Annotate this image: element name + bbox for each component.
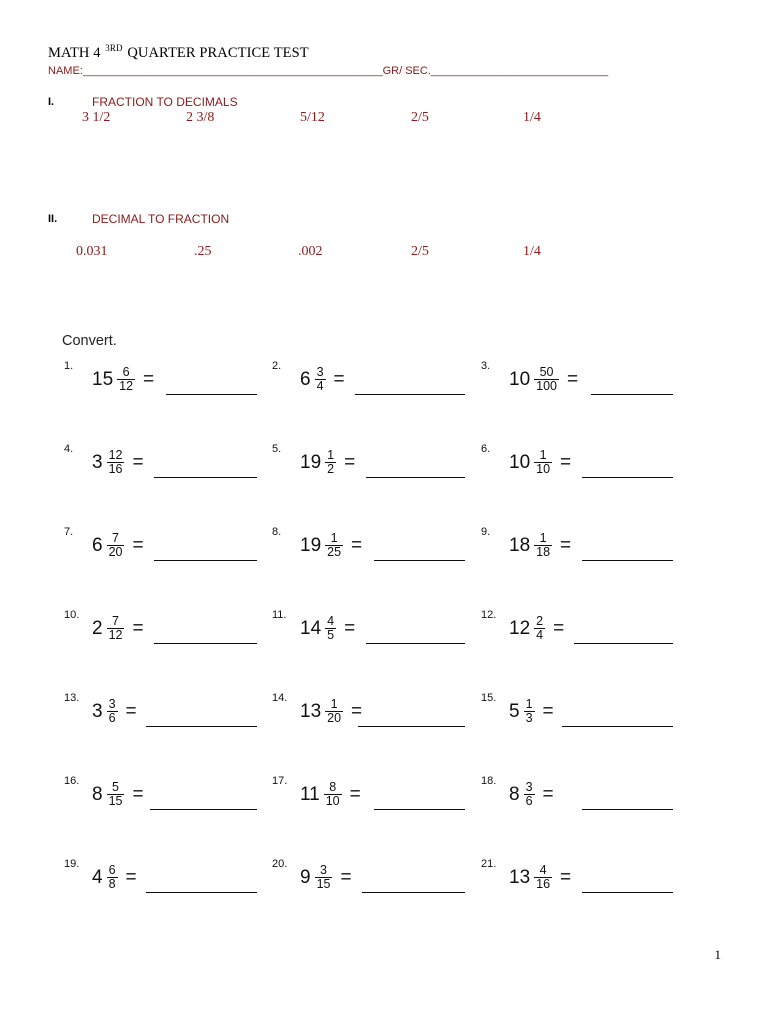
denominator: 15 [316,877,331,891]
mixed-number [300,781,361,808]
problem-number: 11. [272,609,287,621]
mixed-number [509,615,564,642]
answer-blank[interactable] [154,477,257,478]
problem-number: 10. [64,609,80,621]
convert-problem [481,692,696,742]
numerator: 3 [316,365,324,379]
title-rest: QUARTER PRACTICE TEST [127,45,309,61]
equals-sign: = [125,700,137,722]
convert-problem [64,775,279,825]
fraction [107,781,125,808]
fraction [534,366,559,393]
convert-problem [272,858,487,908]
problem-number: 4. [64,443,74,455]
title-subject: MATH 4 [48,45,101,61]
denominator: 20 [108,545,123,559]
answer-blank[interactable] [582,892,673,893]
whole-number: 10 [509,451,531,473]
whole-number: 8 [509,783,520,805]
answer-blank[interactable] [374,809,465,810]
mixed-number [509,366,578,393]
mixed-number [92,781,144,808]
convert-problem [272,692,487,742]
problem-number: 9. [481,526,491,538]
name-grade-section-line: NAME:_________________________________________________GR/ SEC._____________________________ [48,65,609,77]
answer-blank[interactable] [358,726,465,727]
mixed-number [92,864,137,891]
whole-number: 10 [509,368,531,390]
equals-sign: = [344,617,356,639]
numerator: 2 [536,614,544,628]
equals-sign: = [542,700,554,722]
convert-problem [481,526,696,576]
answer-blank[interactable] [582,809,673,810]
convert-problem [481,443,696,493]
fraction [107,698,118,725]
answer-blank[interactable] [574,643,673,644]
fraction [534,532,552,559]
whole-number: 9 [300,866,311,888]
mixed-number [509,864,571,891]
problem-number: 6. [481,443,491,455]
mixed-number [92,532,144,559]
numerator: 4 [539,863,547,877]
problem-number: 5. [272,443,282,455]
numerator: 7 [112,531,119,545]
equals-sign: = [132,783,144,805]
fraction [324,781,342,808]
denominator: 6 [108,711,116,725]
fraction [325,532,343,559]
equals-sign: = [553,617,565,639]
convert-problem [272,775,487,825]
denominator: 4 [316,379,324,393]
mixed-number [300,449,355,476]
mixed-number [300,698,362,725]
mixed-number [300,615,355,642]
answer-blank[interactable] [562,726,673,727]
answer-blank[interactable] [366,477,465,478]
section-2-item: 1/4 [523,244,541,259]
section-1-number: I. [48,96,55,108]
denominator: 10 [536,462,551,476]
equals-sign: = [349,783,361,805]
problem-number: 1. [64,360,74,372]
page-title [48,43,309,62]
section-1-item: 5/12 [300,110,325,125]
equals-sign: = [351,534,363,556]
denominator: 12 [119,379,134,393]
problem-number: 15. [481,692,497,704]
whole-number: 8 [92,783,103,805]
equals-sign: = [351,700,363,722]
convert-problem [64,443,282,493]
denominator: 2 [327,462,335,476]
problem-number: 13. [64,692,80,704]
numerator: 8 [329,780,337,794]
mixed-number [92,366,154,393]
convert-problem [481,775,696,825]
fraction [107,615,125,642]
answer-blank[interactable] [146,726,257,727]
equals-sign: = [125,866,137,888]
title-superscript: 3RD [105,43,123,53]
convert-problem [481,858,696,908]
convert-problem [272,443,487,493]
answer-blank[interactable] [582,477,673,478]
numerator: 6 [108,863,116,877]
answer-blank[interactable] [166,394,257,395]
convert-problem [272,360,487,410]
problem-number: 18. [481,775,497,787]
fraction [315,366,326,393]
answer-blank[interactable] [150,809,257,810]
denominator: 10 [325,794,340,808]
whole-number: 6 [300,368,311,390]
mixed-number [509,532,571,559]
problem-number: 17. [272,775,288,787]
whole-number: 3 [92,451,103,473]
whole-number: 14 [300,617,322,639]
numerator: 3 [320,863,327,877]
equals-sign: = [132,617,144,639]
problem-number: 19. [64,858,80,870]
problem-number: 16. [64,775,80,787]
equals-sign: = [560,451,572,473]
denominator: 15 [108,794,123,808]
denominator: 5 [327,628,335,642]
answer-blank[interactable] [374,560,465,561]
denominator: 3 [525,711,533,725]
convert-problem [481,609,696,659]
numerator: 4 [327,614,335,628]
equals-sign: = [132,451,144,473]
problem-number: 21. [481,858,497,870]
mixed-number [92,698,137,725]
denominator: 4 [536,628,544,642]
answer-blank[interactable] [146,892,257,893]
equals-sign: = [344,451,356,473]
fraction [315,864,333,891]
problem-number: 8. [272,526,282,538]
whole-number: 4 [92,866,103,888]
fraction [107,864,118,891]
equals-sign: = [560,534,572,556]
answer-blank[interactable] [362,892,465,893]
whole-number: 6 [92,534,103,556]
numerator: 7 [112,614,119,628]
numerator: 12 [108,448,123,462]
mixed-number [509,698,554,725]
denominator: 12 [108,628,123,642]
numerator: 1 [330,531,338,545]
whole-number: 2 [92,617,103,639]
denominator: 16 [536,877,551,891]
section-2-number: II. [48,213,58,225]
numerator: 1 [330,697,338,711]
equals-sign: = [143,368,155,390]
problem-number: 12. [481,609,497,621]
fraction [107,449,125,476]
mixed-number [300,864,352,891]
convert-problem [272,609,487,659]
section-2-item: .002 [298,244,323,259]
numerator: 3 [108,697,116,711]
whole-number: 13 [509,866,531,888]
numerator: 3 [525,780,533,794]
whole-number: 19 [300,534,322,556]
mixed-number [92,449,144,476]
whole-number: 13 [300,700,322,722]
numerator: 1 [539,448,547,462]
section-1-item: 2/5 [411,110,429,125]
problem-number: 14. [272,692,288,704]
answer-blank[interactable] [591,394,673,395]
whole-number: 18 [509,534,531,556]
section-1-item: 2 3/8 [186,110,215,125]
section-1-item: 3 1/2 [82,110,111,125]
section-2-item: .25 [194,244,212,259]
equals-sign: = [340,866,352,888]
convert-heading: Convert. [62,333,117,349]
numerator: 5 [112,780,119,794]
whole-number: 12 [509,617,531,639]
denominator: 6 [525,794,533,808]
convert-problem [481,360,696,410]
whole-number: 15 [92,368,114,390]
mixed-number [509,449,571,476]
numerator: 1 [327,448,335,462]
equals-sign: = [567,368,579,390]
section-2-item: 2/5 [411,244,429,259]
fraction [524,698,535,725]
convert-problem [64,858,279,908]
fraction [325,698,343,725]
answer-blank[interactable] [154,643,257,644]
fraction [117,366,135,393]
equals-sign: = [132,534,144,556]
convert-problem [272,526,487,576]
page-number: 1 [714,947,721,962]
denominator: 18 [536,545,551,559]
mixed-number [509,781,554,808]
equals-sign: = [542,783,554,805]
denominator: 20 [327,711,342,725]
section-2-item: 0.031 [76,244,108,259]
mixed-number [300,366,345,393]
equals-sign: = [333,368,345,390]
answer-blank[interactable] [154,560,257,561]
numerator: 1 [539,531,547,545]
answer-blank[interactable] [582,560,673,561]
section-2-heading: DECIMAL TO FRACTION [92,212,230,226]
denominator: 25 [327,545,342,559]
fraction [524,781,535,808]
fraction [534,864,552,891]
fraction [325,615,336,642]
whole-number: 5 [509,700,520,722]
fraction [534,449,552,476]
mixed-number [92,615,144,642]
denominator: 100 [536,379,557,393]
problem-number: 3. [481,360,491,372]
whole-number: 3 [92,700,103,722]
problem-number: 2. [272,360,282,372]
equals-sign: = [560,866,572,888]
section-1-heading: FRACTION TO DECIMALS [92,95,238,109]
problem-number: 7. [64,526,74,538]
numerator: 1 [525,697,533,711]
section-1-item: 1/4 [523,110,541,125]
problem-number: 20. [272,858,288,870]
mixed-number [300,532,362,559]
whole-number: 11 [300,783,320,805]
numerator: 6 [122,365,130,379]
fraction [325,449,336,476]
denominator: 16 [108,462,123,476]
fraction [534,615,545,642]
answer-blank[interactable] [355,394,465,395]
answer-blank[interactable] [366,643,465,644]
convert-problem [64,692,279,742]
convert-problem [64,526,282,576]
convert-problem [64,360,282,410]
convert-problem [64,609,279,659]
whole-number: 19 [300,451,322,473]
numerator: 50 [539,365,554,379]
fraction [107,532,125,559]
denominator: 8 [108,877,116,891]
